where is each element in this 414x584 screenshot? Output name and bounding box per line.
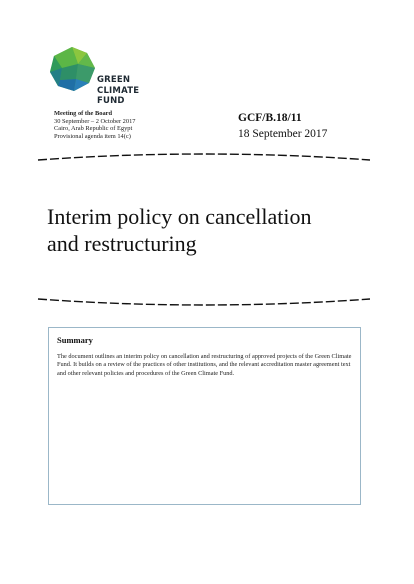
summary-heading: Summary: [57, 335, 93, 345]
logo-wordmark: [97, 75, 139, 107]
document-title: [47, 203, 377, 257]
document-code: GCF/B.18/11: [238, 112, 302, 124]
document-date: 18 September 2017: [238, 128, 328, 140]
globe-icon: [48, 46, 96, 92]
document-reference: [238, 111, 327, 141]
wave-divider-top: [36, 150, 372, 164]
summary-text: The document outlines an interim policy on cancellation and restructuring of approved projects of the Green Climate Fund. It builds on a review of the practices of other institutions, and the relevant accreditation master agreement text and other relevant policies and procedures of the Green Climate Fund.: [57, 353, 352, 377]
wave-divider-bottom: [36, 293, 372, 307]
title-line-1: Interim policy on cancellation: [47, 204, 312, 229]
agenda-item: Provisional agenda item 14(c): [54, 132, 131, 140]
title-line-2: and restructuring: [47, 231, 197, 256]
logo-line-2: CLIMATE: [97, 85, 140, 96]
meeting-info: [54, 110, 135, 140]
logo-line-3: FUND: [97, 96, 125, 106]
green-climate-fund-logo: [48, 46, 96, 96]
meeting-location: Cairo, Arab Republic of Egypt: [54, 125, 133, 132]
meeting-dates: 30 September – 2 October 2017: [54, 117, 136, 125]
logo-line-1: GREEN: [97, 75, 131, 85]
meeting-name: Meeting of the Board: [54, 110, 113, 117]
summary-box: [48, 327, 361, 505]
